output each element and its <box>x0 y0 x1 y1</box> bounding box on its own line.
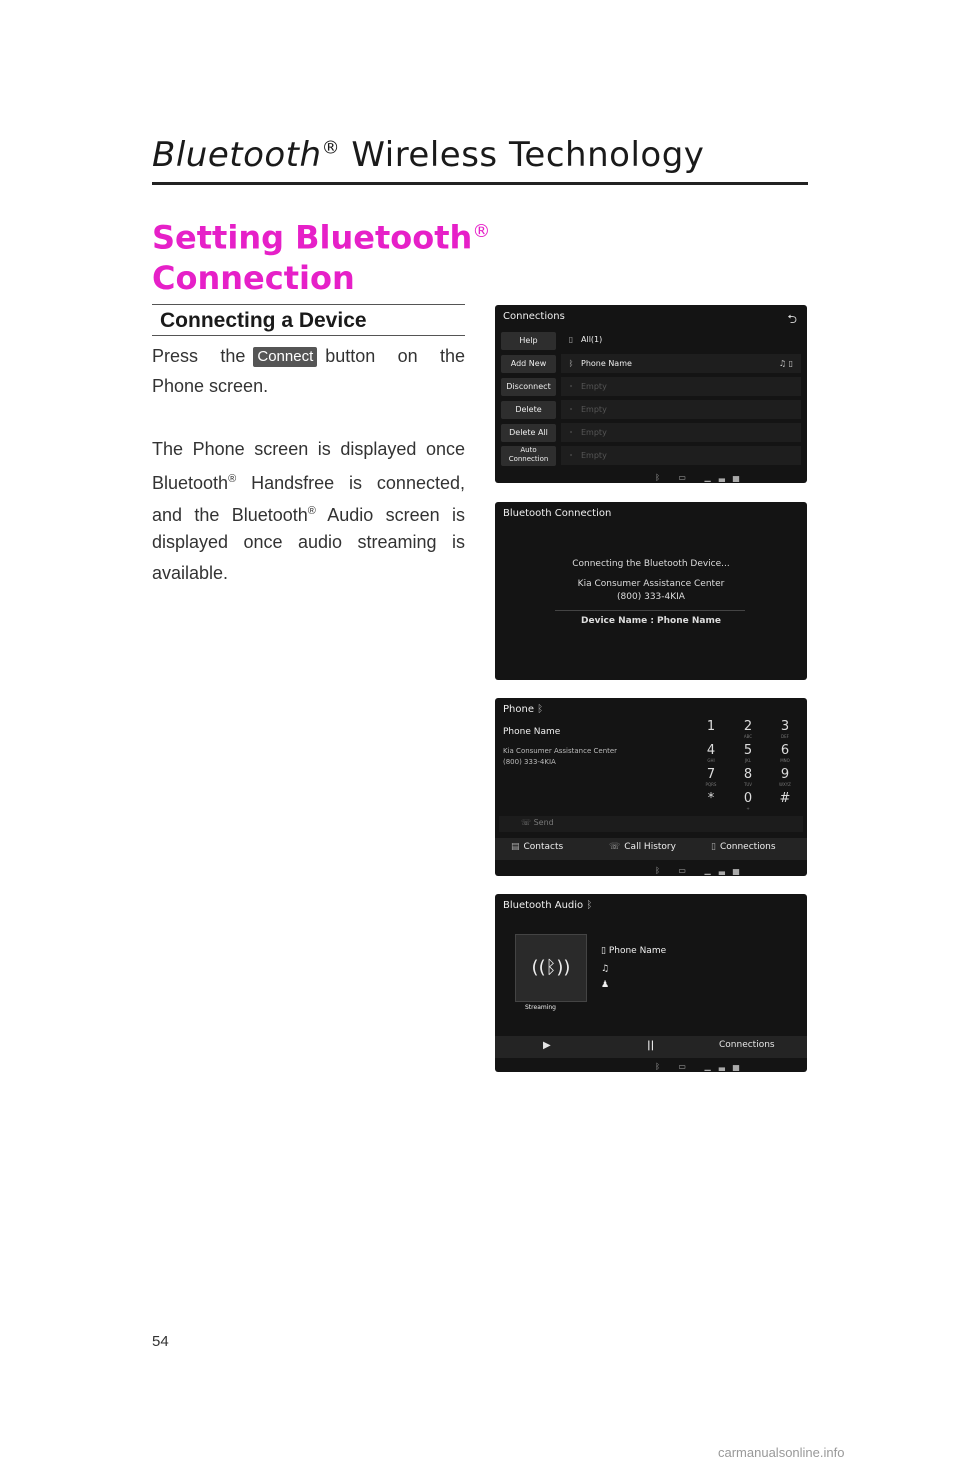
delete-button[interactable]: Delete <box>501 401 556 419</box>
key-letters: PQRS <box>705 782 717 787</box>
page-title-em: Bluetooth <box>152 135 322 175</box>
empty-row-4[interactable] <box>561 446 801 465</box>
connecting-text: Connecting the Bluetooth Device... <box>572 559 730 569</box>
music-note-icon: ♫ <box>601 964 610 974</box>
empty-slot-icon: · <box>569 382 573 391</box>
audio-phone-name <box>601 946 666 956</box>
key-4[interactable] <box>693 744 729 766</box>
page-title-rest: Wireless Technology <box>351 135 705 175</box>
key-3[interactable] <box>767 720 803 742</box>
back-icon[interactable]: ⮌ <box>787 312 797 326</box>
section-title-line2: Connection <box>152 258 355 297</box>
phone-icon: ▯ <box>568 335 574 344</box>
bt-connection-title: Bluetooth Connection <box>503 508 612 519</box>
bluetooth-icon: ᛒ <box>586 900 593 911</box>
key-star[interactable] <box>693 792 729 814</box>
connections-title: Connections <box>503 311 565 322</box>
help-button[interactable]: Help <box>501 332 556 350</box>
registered-mark: ® <box>321 137 341 159</box>
connections-screen <box>495 305 807 483</box>
para2-line4: displayed once audio streaming is <box>152 532 465 552</box>
empty-label-2: Empty <box>581 405 607 414</box>
phone-title-text: Phone <box>503 704 534 715</box>
tab-call-history-label: Call History <box>624 842 676 852</box>
key-8[interactable] <box>730 768 766 790</box>
key-2[interactable] <box>730 720 766 742</box>
contacts-icon: ▤ <box>511 842 520 852</box>
watermark: carmanualsonline.info <box>718 1445 845 1460</box>
para2-bluetooth-1: Bluetooth <box>152 473 229 493</box>
key-letters: DEF <box>781 734 789 739</box>
status-bar <box>495 862 807 876</box>
key-digit: 2 <box>743 719 753 734</box>
contact-name: Kia Consumer Assistance Center <box>503 747 618 755</box>
key-0[interactable] <box>730 792 766 814</box>
key-letters: ABC <box>743 734 753 739</box>
player-controls <box>495 1036 807 1058</box>
send-button[interactable] <box>521 818 554 827</box>
key-letters: + <box>746 806 750 811</box>
key-digit: 6 <box>780 743 790 758</box>
empty-slot-icon: · <box>569 405 573 414</box>
send-label: Send <box>533 818 554 827</box>
disconnect-button[interactable]: Disconnect <box>501 378 556 396</box>
device-row[interactable] <box>561 354 801 373</box>
bluetooth-waves-icon: ((ᛒ)) <box>531 957 571 978</box>
auto-line1: Auto <box>520 446 537 454</box>
para2-audio: Audio screen is <box>315 505 465 525</box>
para1-line1 <box>152 341 465 371</box>
key-1[interactable] <box>693 720 729 742</box>
audio-phone-icons: ♫ ▯ <box>778 359 793 368</box>
assistance-number-text: (800) 333-4KIA <box>617 592 685 602</box>
connections-button[interactable]: Connections <box>719 1040 775 1050</box>
send-row <box>499 816 803 832</box>
tab-contacts[interactable] <box>511 842 563 852</box>
key-letters: GHI <box>707 758 715 763</box>
status-icons: ᛒ ▭ ▁▃▅ <box>655 1062 747 1071</box>
status-bar <box>495 469 807 483</box>
assistance-center-text: Kia Consumer Assistance Center <box>577 579 725 589</box>
key-digit: * <box>707 791 715 806</box>
key-digit: 3 <box>780 719 790 734</box>
subheading-rule-top <box>152 304 465 305</box>
empty-label-1: Empty <box>581 382 607 391</box>
header-rule <box>152 182 808 185</box>
key-letters: TUV <box>743 782 753 787</box>
subheading: Connecting a Device <box>160 309 367 332</box>
para2-line1: The Phone screen is displayed once <box>152 439 465 459</box>
tab-connections-label: Connections <box>719 842 776 852</box>
phone-icon: ▯ <box>601 946 606 956</box>
key-digit: 4 <box>706 743 716 758</box>
device-name-text: Device Name : Phone Name <box>581 616 721 626</box>
bluetooth-icon: ᛒ <box>568 359 574 368</box>
bt-connection-screen <box>495 502 807 680</box>
auto-connection-button[interactable] <box>501 446 556 466</box>
key-letters: WXYZ <box>779 782 791 787</box>
bt-audio-title <box>503 900 592 911</box>
device-name: Phone Name <box>581 359 632 368</box>
contact-number: (800) 333-4KIA <box>503 758 556 766</box>
key-digit: # <box>779 791 791 806</box>
connect-inline-button: Connect <box>253 347 317 367</box>
status-icons: ᛒ ▭ ▁▃▅ <box>655 866 747 875</box>
tab-contacts-label: Contacts <box>523 842 564 852</box>
para1-text-b: button on the <box>325 346 465 366</box>
dialog-divider <box>555 610 745 611</box>
pause-button[interactable]: || <box>647 1040 655 1051</box>
connections-icon: ▯ <box>711 842 716 852</box>
empty-slot-icon: · <box>569 451 573 460</box>
para2-reg-1: ® <box>228 473 237 485</box>
delete-all-button[interactable]: Delete All <box>501 424 556 442</box>
empty-label-3: Empty <box>581 428 607 437</box>
key-digit: 9 <box>780 767 790 782</box>
play-button[interactable]: ▶ <box>543 1040 551 1051</box>
key-6[interactable] <box>767 744 803 766</box>
key-digit: 1 <box>706 719 716 734</box>
bt-audio-screen <box>495 894 807 1072</box>
list-header <box>561 330 801 349</box>
call-history-icon: ☏ <box>609 842 621 852</box>
status-bar <box>495 1058 807 1072</box>
empty-row-3[interactable] <box>561 423 801 442</box>
key-9[interactable] <box>767 768 803 790</box>
status-icons: ᛒ ▭ ▁▃▅ <box>655 473 747 482</box>
bluetooth-icon: ᛒ <box>537 704 544 715</box>
section-title <box>152 212 490 298</box>
key-hash[interactable] <box>767 792 803 814</box>
key-letters: JKL <box>744 758 752 763</box>
phone-screen <box>495 698 807 876</box>
empty-row-1[interactable] <box>561 377 801 396</box>
para1-text-a: Press the <box>152 346 246 366</box>
empty-slot-icon: · <box>569 428 573 437</box>
phone-title <box>503 704 543 715</box>
artist-icon: ♟ <box>601 980 610 990</box>
key-digit: 7 <box>706 767 716 782</box>
section-registered-mark: ® <box>472 221 491 242</box>
list-header-label: All(1) <box>581 335 603 344</box>
audio-phone-name-text: Phone Name <box>608 946 667 956</box>
subheading-rule-bottom <box>152 335 465 336</box>
tab-call-history[interactable] <box>609 842 676 852</box>
tab-connections[interactable] <box>711 842 776 852</box>
phone-name: Phone Name <box>503 727 561 737</box>
para2-line5: available. <box>152 563 229 583</box>
add-new-button[interactable]: Add New <box>501 355 556 373</box>
key-digit: 8 <box>743 767 753 782</box>
bt-streaming-tile <box>515 934 587 1002</box>
para2-line3 <box>152 496 465 530</box>
key-letters: MNO <box>780 758 790 763</box>
key-digit: 5 <box>743 743 753 758</box>
para2-reg-2: ® <box>307 505 316 517</box>
phone-bottom-tabs <box>495 838 807 860</box>
page-number: 54 <box>152 1333 169 1350</box>
empty-label-4: Empty <box>581 451 607 460</box>
para1-line2: Phone screen. <box>152 376 269 396</box>
empty-row-2[interactable] <box>561 400 801 419</box>
para2-bluetooth-2: and the Bluetooth <box>152 505 308 525</box>
para2-line2 <box>152 464 465 498</box>
page-title <box>152 135 704 175</box>
section-title-line1: Setting Bluetooth <box>152 218 473 257</box>
handset-icon: ☏ <box>521 818 532 827</box>
key-7[interactable] <box>693 768 729 790</box>
bt-audio-title-text: Bluetooth Audio <box>503 900 584 911</box>
auto-line2: Connection <box>508 455 549 463</box>
streaming-label: Streaming <box>525 1004 556 1011</box>
para2-handsfree: Handsfree is connected, <box>236 473 465 493</box>
key-5[interactable] <box>730 744 766 766</box>
key-digit: 0 <box>743 791 753 806</box>
